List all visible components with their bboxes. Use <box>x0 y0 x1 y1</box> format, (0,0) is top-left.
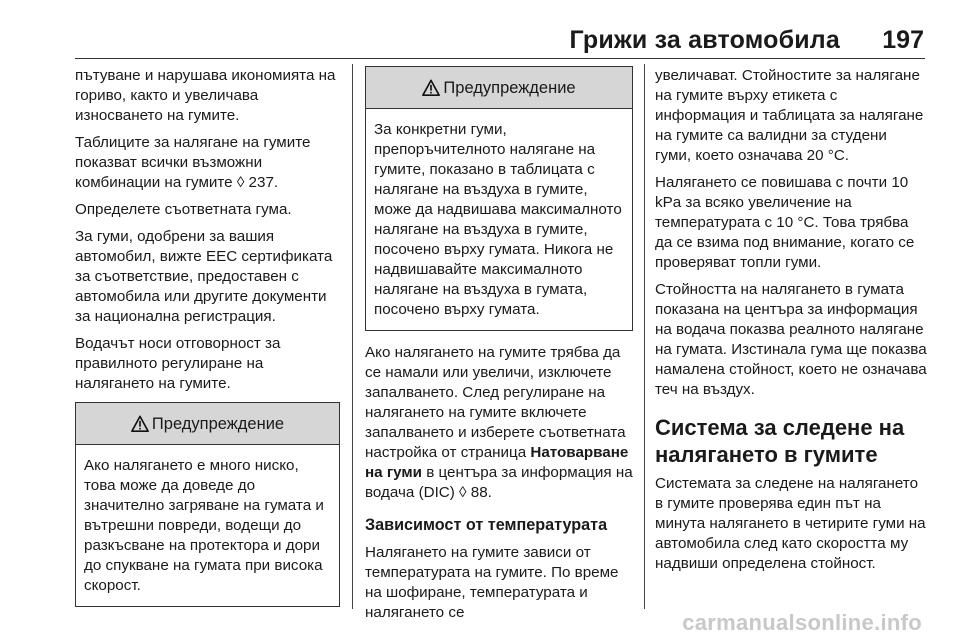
warning-box <box>365 66 633 331</box>
warning-header <box>366 67 632 109</box>
paragraph <box>365 343 633 503</box>
column-divider-2 <box>644 64 645 609</box>
page-title: Грижи за автомобила <box>569 26 840 54</box>
paragraph: пътуване и нарушава икономията на гориво, както и увеличава износването на гумите. <box>75 67 336 124</box>
warning-header <box>76 403 339 445</box>
text-run: Ако налягането на гумите трябва да се намали или увеличи, изключете запалването. След регулиране на налягането на гумите включете запалването и изберете съответната настройка от страница <box>365 344 626 461</box>
paragraph: увеличават. Стойностите за налягане на гумите върху етикета с информация и таблицата за налягане на гумите са валидни за студени гуми, което означава 20 °C. <box>655 67 924 164</box>
paragraph: Стойността на налягането в гумата показана на центъра за информация на водача показва реалното налягане на гумата. Изстинала гума ще показва намалена стойност, което не означава теч на въздух. <box>655 281 927 398</box>
column-2 <box>365 66 633 630</box>
paragraph: За гуми, одобрени за вашия автомобил, вижте ЕЕС сертификата за съответствие, предоставен с автомобила или другите документи за национална регистрация. <box>75 228 333 325</box>
column-1 <box>75 66 340 619</box>
column-divider-1 <box>352 64 353 609</box>
paragraph: Водачът носи отговорност за правилното регулиране на налягането на гумите. <box>75 335 281 392</box>
subheading: Зависимост от температурата <box>365 516 608 534</box>
paragraph: Таблиците за налягане на гумите показват всички възможни комбинации на гумите ◊ 237. <box>75 134 311 191</box>
paragraph: Системата за следене на налягането в гумите проверява един път на минута налягането в четирите гуми на автомобила след като скоростта му надвиши определена стойност. <box>655 475 926 572</box>
page-number: 197 <box>882 26 924 54</box>
watermark: carmanualsonline.info <box>682 610 922 635</box>
section-heading: Система за следене на налягането в гумите <box>655 415 905 467</box>
column-3 <box>655 66 927 581</box>
warning-triangle-icon <box>131 415 149 433</box>
warning-body: За конкретни гуми, препоръчителното налягане на гумите, показано в таблицата с налягане на въздуха в гумите, може да надвишава максималното налягане на въздуха в гумите, посочено върху гумата. Никога не надвишавайте максималното налягане на въздуха в гумата, посочено върху гумата. <box>374 121 622 318</box>
paragraph: Налягането на гумите зависи от температурата на гумите. По време на шофиране, температурата и налягането се <box>365 544 619 621</box>
paragraph: Определете съответната гума. <box>75 201 292 218</box>
text-run: в центъра за информация на водача (DIC) ◊ 88. <box>365 464 633 501</box>
warning-title: Предупреждение <box>151 414 285 433</box>
warning-box <box>75 402 340 607</box>
page-header <box>0 0 960 58</box>
warning-triangle-icon <box>422 79 440 97</box>
warning-title: Предупреждение <box>443 78 576 97</box>
paragraph: Налягането се повишава с почти 10 kPa за всяко увеличение на температурата с 10 °C. Това трябва да се взима под внимание, когато се проверяват топли гуми. <box>655 174 915 271</box>
warning-body: Ако налягането е много ниско, това може да доведе до значително загряване на гумата и вътрешни повреди, водещи до разкъсване на протектора и дори до спукване на гумата при висока скорост. <box>84 457 324 594</box>
header-rule <box>75 58 925 59</box>
menu-reference: Натоварване на гуми <box>365 444 629 481</box>
